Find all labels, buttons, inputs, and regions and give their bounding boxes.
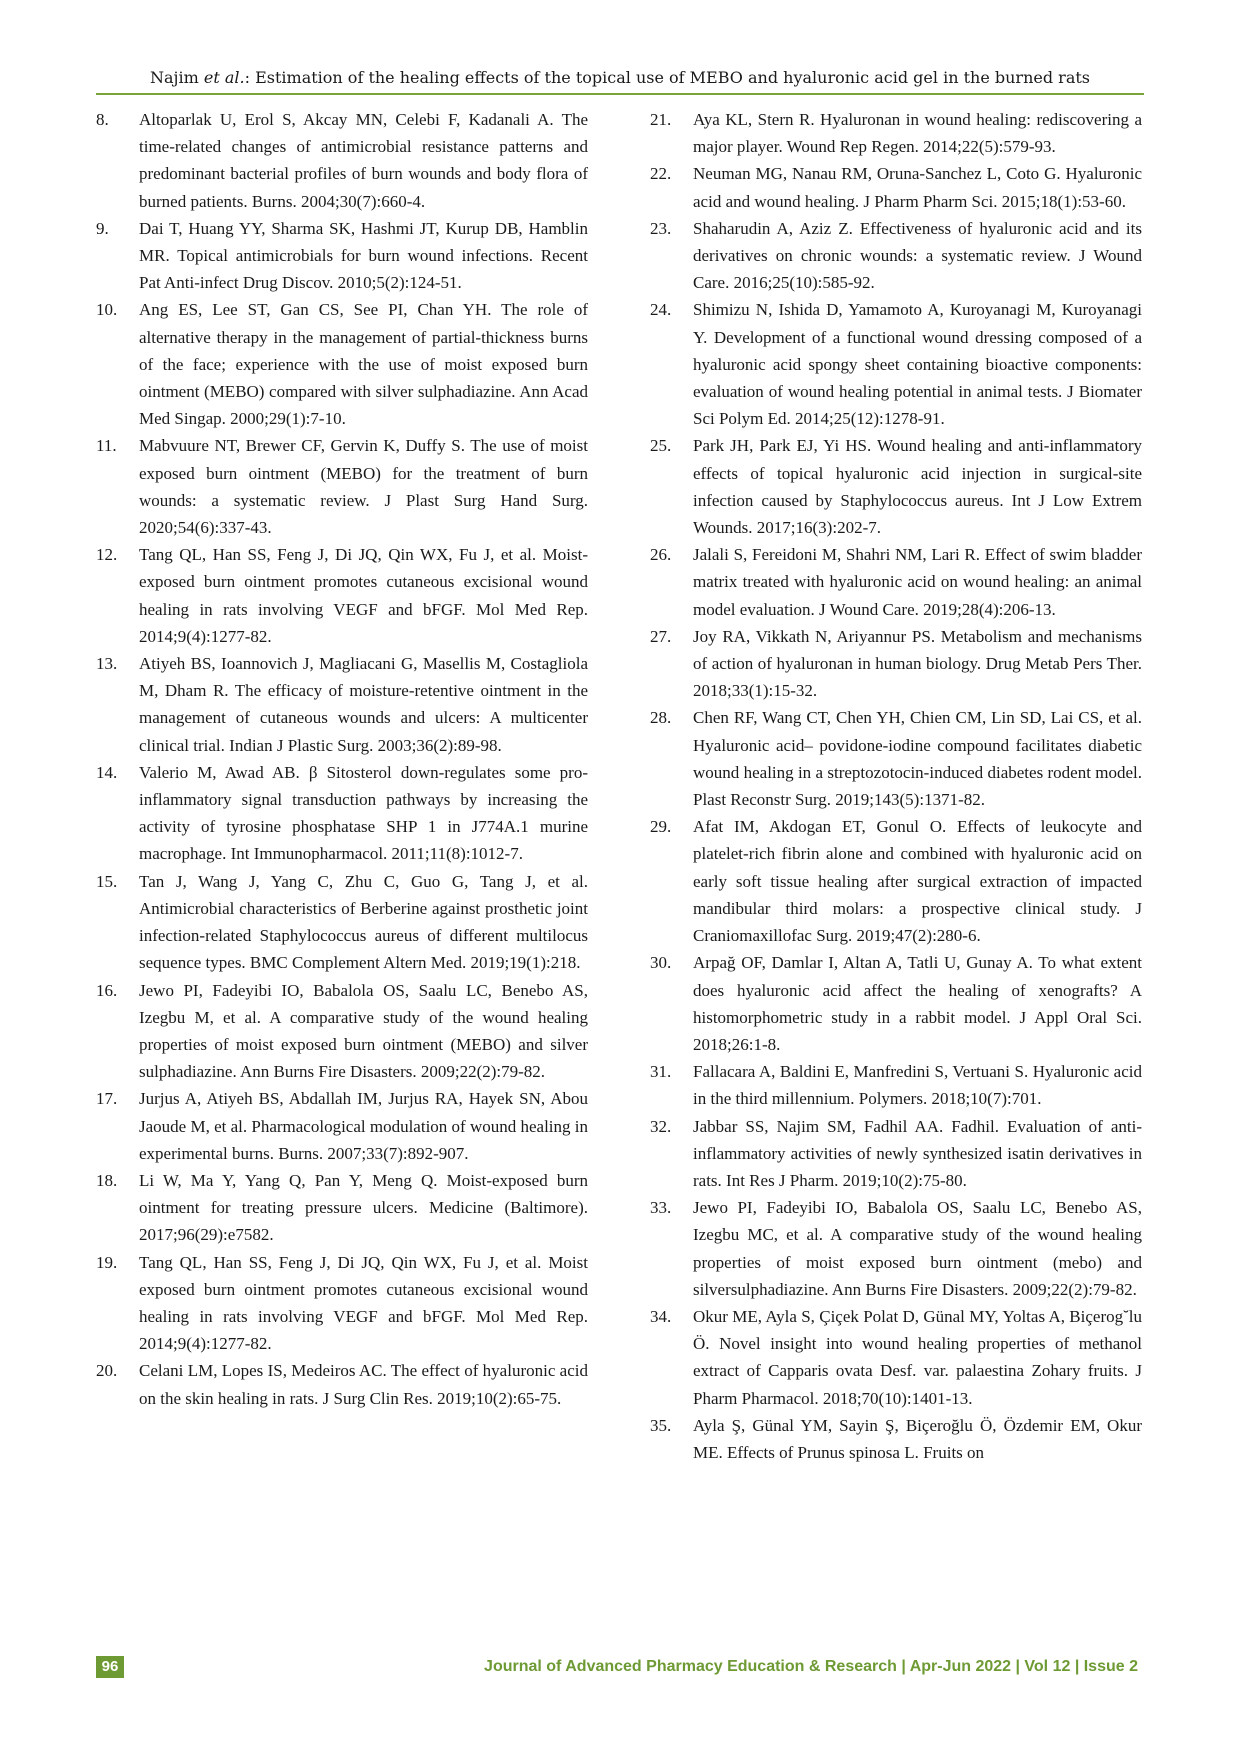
reference-item <box>650 1194 1142 1303</box>
reference-item <box>96 432 588 541</box>
reference-number: 16. <box>96 980 118 1000</box>
reference-text: Afat IM, Akdogan ET, Gonul O. Effects of leukocyte and platelet-rich fibrin alone and combined with hyaluronic acid on early soft tissue healing after surgical extraction of impacted mandibular third molars: a prospective clinical study. J Craniomaxillofac Surg. 2019;47(2):280-6. <box>693 817 1142 946</box>
header-title: : Estimation of the healing effects of the topical use of MEBO and hyaluronic acid gel in the burned rats <box>244 68 1090 87</box>
reference-number: 34. <box>650 1306 672 1326</box>
reference-text: Tang QL, Han SS, Feng J, Di JQ, Qin WX, Fu J, et al. Moist exposed burn ointment promotes cutaneous excisional wound healing in rats involving VEGF and bFGF. Mol Med Rep. 2014;9(4):1277-82. <box>139 1252 588 1354</box>
reference-text: Ayla Ş, Günal YM, Sayin Ş, Biçeroğlu Ö, Özdemir EM, Okur ME. Effects of Prunus spinosa L. Fruits on <box>693 1415 1142 1462</box>
reference-text: Okur ME, Ayla S, Çiçek Polat D, Günal MY, Yoltas A, Biçerog˘lu Ö. Novel insight into wound healing properties of methanol extract of Capparis ovata Desf. var. palaestina Zohary fruits. J Pharm Pharmacol. 2018;70(10):1401-13. <box>693 1306 1142 1408</box>
reference-text: Jewo PI, Fadeyibi IO, Babalola OS, Saalu LC, Benebo AS, Izegbu M, et al. A comparative study of the wound healing properties of moist exposed burn ointment (MEBO) and silver sulphadiazine. Ann Burns Fire Disasters. 2009;22(2):79-82. <box>139 980 588 1082</box>
reference-text: Mabvuure NT, Brewer CF, Gervin K, Duffy S. The use of moist exposed burn ointment (MEBO) for the treatment of burn wounds: a systematic review. J Plast Surg Hand Surg. 2020;54(6):337-43. <box>139 436 588 538</box>
reference-item <box>650 432 1142 541</box>
reference-text: Joy RA, Vikkath N, Ariyannur PS. Metabolism and mechanisms of action of hyaluronan in human biology. Drug Metab Pers Ther. 2018;33(1):15-32. <box>693 626 1142 701</box>
reference-number: 30. <box>650 953 672 973</box>
reference-item <box>650 813 1142 949</box>
reference-number: 25. <box>650 436 672 456</box>
reference-number: 20. <box>96 1361 118 1381</box>
reference-text: Ang ES, Lee ST, Gan CS, See PI, Chan YH. The role of alternative therapy in the management of partial-thickness burns of the face; experience with the use of moist exposed burn ointment (MEBO) compared with silver sulphadiazine. Ann Acad Med Singap. 2000;29(1):7-10. <box>139 300 588 429</box>
reference-item <box>650 704 1142 813</box>
reference-text: Celani LM, Lopes IS, Medeiros AC. The effect of hyaluronic acid on the skin healing in rats. J Surg Clin Res. 2019;10(2):65-75. <box>139 1361 588 1408</box>
reference-text: Jalali S, Fereidoni M, Shahri NM, Lari R. Effect of swim bladder matrix treated with hyaluronic acid on wound healing: an animal model evaluation. J Wound Care. 2019;28(4):206-13. <box>693 545 1142 619</box>
reference-item <box>650 1303 1142 1412</box>
reference-item <box>96 1357 588 1411</box>
reference-number: 31. <box>650 1062 672 1082</box>
reference-item <box>650 623 1142 705</box>
reference-text: Jabbar SS, Najim SM, Fadhil AA. Fadhil. Evaluation of anti-inflammatory activities of newly synthesized isatin derivatives in rats. Int Res J Pharm. 2019;10(2):75-80. <box>693 1116 1142 1190</box>
reference-item <box>96 215 588 297</box>
reference-text: Jewo PI, Fadeyibi IO, Babalola OS, Saalu LC, Benebo AS, Izegbu MC, et al. A comparative study of the wound healing properties of moist exposed burn ointment (mebo) and silversulphadiazine. Ann Burns Fire Disasters. 2009;22(2):79-82. <box>693 1198 1142 1299</box>
reference-item <box>650 296 1142 432</box>
reference-number: 35. <box>650 1415 672 1435</box>
reference-item <box>96 1167 588 1249</box>
reference-number: 14. <box>96 762 118 782</box>
reference-text: Chen RF, Wang CT, Chen YH, Chien CM, Lin SD, Lai CS, et al. Hyaluronic acid– povidone-iodine compound facilitates diabetic wound healing in a streptozotocin-induced diabetes rodent model. Plast Reconstr Surg. 2019;143(5):1371-82. <box>693 708 1142 810</box>
references-left-column <box>96 106 588 1412</box>
reference-number: 10. <box>96 300 118 320</box>
reference-number: 11. <box>96 436 117 456</box>
reference-number: 9. <box>96 218 109 238</box>
header-authors: Najim <box>150 68 204 87</box>
page-footer <box>96 1656 1144 1680</box>
reference-item <box>650 1412 1142 1466</box>
reference-text: Jurjus A, Atiyeh BS, Abdallah IM, Jurjus RA, Hayek SN, Abou Jaoude M, et al. Pharmacological modulation of wound healing in experimental burns. Burns. 2007;33(7):892-907. <box>139 1089 588 1163</box>
reference-number: 19. <box>96 1252 118 1272</box>
reference-text: Tang QL, Han SS, Feng J, Di JQ, Qin WX, Fu J, et al. Moist-exposed burn ointment promotes cutaneous excisional wound healing in rats involving VEGF and bFGF. Mol Med Rep. 2014;9(4):1277-82. <box>139 545 588 646</box>
reference-item <box>96 759 588 868</box>
reference-text: Tan J, Wang J, Yang C, Zhu C, Guo G, Tang J, et al. Antimicrobial characteristics of Berberine against prosthetic joint infection-related Staphylococcus aureus of different multilocus sequence types. BMC Complement Altern Med. 2019;19(1):218. <box>139 871 588 973</box>
reference-text: Fallacara A, Baldini E, Manfredini S, Vertuani S. Hyaluronic acid in the third millennium. Polymers. 2018;10(7):701. <box>693 1062 1142 1109</box>
reference-number: 29. <box>650 817 672 837</box>
reference-number: 23. <box>650 218 672 238</box>
reference-number: 17. <box>96 1089 118 1109</box>
reference-number: 26. <box>650 545 672 565</box>
reference-number: 8. <box>96 110 109 129</box>
reference-text: Valerio M, Awad AB. β Sitosterol down-regulates some pro-inflammatory signal transduction pathways by increasing the activity of tyrosine phosphatase SHP 1 in J774A.1 murine macrophage. Int Immunopharmacol. 2011;11(8):1012-7. <box>139 762 588 864</box>
reference-item <box>96 977 588 1086</box>
reference-item <box>96 106 588 215</box>
reference-item <box>96 296 588 432</box>
reference-item <box>650 1113 1142 1195</box>
reference-text: Arpağ OF, Damlar I, Altan A, Tatli U, Gunay A. To what extent does hyaluronic acid affect the healing of xenografts? A histomorphometric study in a rabbit model. J Appl Oral Sci. 2018;26:1-8. <box>693 953 1142 1054</box>
reference-number: 12. <box>96 545 118 565</box>
reference-text: Neuman MG, Nanau RM, Oruna-Sanchez L, Coto G. Hyaluronic acid and wound healing. J Pharm Pharm Sci. 2015;18(1):53-60. <box>693 164 1142 211</box>
reference-number: 27. <box>650 626 672 646</box>
reference-item <box>650 949 1142 1058</box>
journal-info: Journal of Advanced Pharmacy Education & Research | Apr-Jun 2022 | Vol 12 | Issue 2 <box>484 1658 1138 1675</box>
reference-number: 33. <box>650 1198 672 1218</box>
reference-item <box>96 650 588 759</box>
reference-item <box>650 541 1142 623</box>
reference-text: Dai T, Huang YY, Sharma SK, Hashmi JT, Kurup DB, Hamblin MR. Topical antimicrobials for burn wound infections. Recent Pat Anti-infect Drug Discov. 2010;5(2):124-51. <box>139 218 588 293</box>
reference-item <box>650 160 1142 214</box>
reference-item <box>96 868 588 977</box>
header-etal: et al. <box>203 68 245 87</box>
reference-number: 13. <box>96 654 118 674</box>
reference-item <box>650 106 1142 160</box>
reference-text: Atiyeh BS, Ioannovich J, Magliacani G, Masellis M, Costagliola M, Dham R. The efficacy of moisture-retentive ointment in the management of cutaneous wounds and ulcers: A multicenter clinical trial. Indian J Plastic Surg. 2003;36(2):89-98. <box>139 654 588 755</box>
references-right-column <box>650 106 1142 1466</box>
reference-item <box>96 1249 588 1358</box>
reference-text: Shaharudin A, Aziz Z. Effectiveness of hyaluronic acid and its derivatives on chronic wounds: a systematic review. J Wound Care. 2016;25(10):585-92. <box>693 218 1142 293</box>
reference-text: Li W, Ma Y, Yang Q, Pan Y, Meng Q. Moist-exposed burn ointment for treating pressure ulcers. Medicine (Baltimore). 2017;96(29):e7582. <box>139 1170 588 1245</box>
reference-number: 24. <box>650 300 672 320</box>
reference-number: 21. <box>650 110 672 129</box>
reference-text: Aya KL, Stern R. Hyaluronan in wound healing: rediscovering a major player. Wound Rep Regen. 2014;22(5):579-93. <box>693 110 1142 157</box>
running-header <box>96 68 1144 88</box>
reference-number: 18. <box>96 1170 118 1190</box>
header-rule <box>96 93 1144 95</box>
reference-text: Altoparlak U, Erol S, Akcay MN, Celebi F, Kadanali A. The time-related changes of antimicrobial resistance patterns and predominant bacterial profiles of burn wounds and body flora of burned patients. Burns. 2004;30(7):660-4. <box>139 110 588 211</box>
reference-text: Park JH, Park EJ, Yi HS. Wound healing and anti-inflammatory effects of topical hyaluronic acid injection in surgical-site infection caused by Staphylococcus aureus. Int J Low Extrem Wounds. 2017;16(3):202-7. <box>693 436 1142 538</box>
reference-item <box>96 1085 588 1167</box>
reference-item <box>96 541 588 650</box>
reference-item <box>650 215 1142 297</box>
reference-number: 15. <box>96 871 118 891</box>
page-number: 96 <box>96 1656 124 1678</box>
reference-item <box>650 1058 1142 1112</box>
reference-number: 32. <box>650 1116 672 1136</box>
reference-number: 22. <box>650 164 672 184</box>
reference-text: Shimizu N, Ishida D, Yamamoto A, Kuroyanagi M, Kuroyanagi Y. Development of a functional wound dressing composed of a hyaluronic acid spongy sheet containing bioactive components: evaluation of wound healing potential in animal tests. J Biomater Sci Polym Ed. 2014;25(12):1278-91. <box>693 300 1142 429</box>
reference-number: 28. <box>650 708 672 728</box>
